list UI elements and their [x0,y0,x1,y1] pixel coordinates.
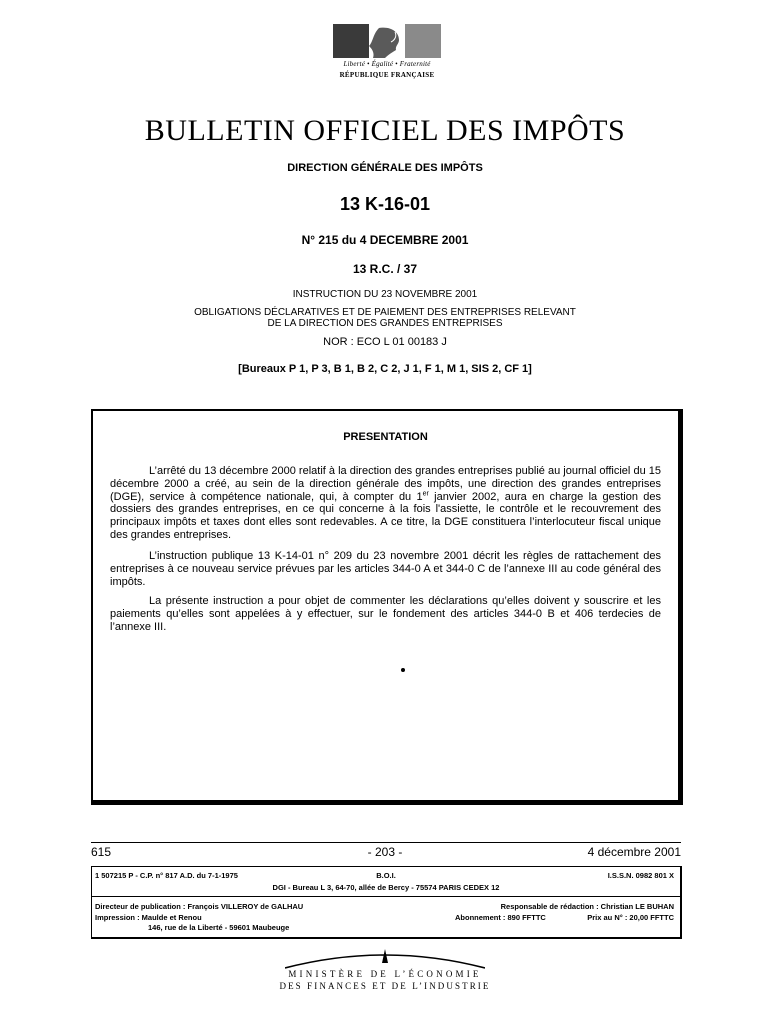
footer-date: 4 décembre 2001 [587,845,681,859]
presentation-paragraph-1 [110,465,661,542]
presentation-paragraph-3: La présente instruction a pour objet de commenter les déclarations qu’elles doivent y souscrire et les paiements qu’elles sont appelées à y effectuer, sur le fondement des articles 344-0 B et 406 terdecies de l’annexe III. [110,595,661,633]
subject-line-2: DE LA DIRECTION DES GRANDES ENTREPRISES [267,318,503,329]
info-cp: 1 507215 P - C.P. n° 817 A.D. du 7-1-1975 [95,871,238,880]
superscript-er: er [422,489,429,497]
page-title: BULLETIN OFFICIEL DES IMPÔTS [144,114,626,147]
footer-divider [91,842,681,843]
info-boi: B.O.I. [376,871,396,880]
footer-page-code: 615 [91,845,112,859]
paragraph-1-part-b: janvier 2002, aura en charge la gestion des dossiers des grandes entreprises, en ce qui concerne à la fois l'assiette, le contrôle et le recouvrement des principaux impôts et taxes dont elles sont redevables. A ce titre, la DGE constituera l’interlocuteur fiscal unique des grandes entreprises. [110,490,661,541]
info-impression-address: 146, rue de la Liberté - 59601 Maubeuge [148,923,290,932]
info-divider [92,896,680,897]
info-responsable: Responsable de rédaction : Christian LE BUHAN [500,902,674,911]
subject-heading [0,307,770,329]
marianne-profile-icon [333,24,441,58]
info-prix: Prix au N° : 20,00 FFTTC [587,913,674,922]
footer-page-number: - 203 - [367,845,403,859]
info-issn: I.S.S.N. 0982 801 X [607,871,674,880]
info-abonnement: Abonnement : 890 FFTTC [455,913,546,922]
presentation-box [91,409,683,805]
tricolor-flag-icon [333,24,441,58]
bullet-dot [401,668,405,672]
logo-republic: RÉPUBLIQUE FRANÇAISE [339,71,435,79]
bureaux-list: [Bureaux P 1, P 3, B 1, B 2, C 2, J 1, F 1, M 1, SIS 2, CF 1] [238,363,532,375]
direction-label: DIRECTION GÉNÉRALE DES IMPÔTS [287,162,483,174]
info-directeur: Directeur de publication : François VILLEROY de GALHAU [95,902,304,911]
issue-number: N° 215 du 4 DECEMBRE 2001 [301,233,469,247]
info-address: DGI - Bureau L 3, 64-70, allée de Bercy - 75574 PARIS CEDEX 12 [272,883,500,892]
logo-motto: Liberté • Égalité • Fraternité [343,60,431,68]
publication-info-box [91,866,682,939]
reference-number: 13 K-16-01 [339,194,431,214]
rc-reference: 13 R.C. / 37 [352,262,418,276]
instruction-date: INSTRUCTION DU 23 NOVEMBRE 2001 [292,289,478,300]
nor-reference: NOR : ECO L 01 00183 J [323,336,447,348]
presentation-title: PRESENTATION [343,431,428,443]
marianne-logo [333,24,441,84]
subject-line-1: OBLIGATIONS DÉCLARATIVES ET DE PAIEMENT DES ENTREPRISES RELEVANT [194,307,576,318]
ministry-line-2: DES FINANCES ET DE L’INDUSTRIE [279,981,491,991]
ministry-emblem-icon [285,948,485,970]
paragraph-1-part-a: L’arrêté du 13 décembre 2000 relatif à la direction des grandes entreprises publié au journal officiel du 15 décembre 2000 a créé, au sein de la direction générale des impôts, une direction des grandes entreprises (DGE), service à compétence nationale, qui, à compter du 1 [110,465,661,503]
ministry-line-1: MINISTÈRE DE L’ÉCONOMIE [288,969,482,979]
info-impression: Impression : Maulde et Renou [95,913,202,922]
presentation-paragraph-2: L’instruction publique 13 K-14-01 n° 209 du 23 novembre 2001 décrit les règles de rattachement des entreprises à ce nouveau service prévues par les articles 344-0 A et 344-0 C de l’annexe III au code général des impôts. [110,550,661,588]
